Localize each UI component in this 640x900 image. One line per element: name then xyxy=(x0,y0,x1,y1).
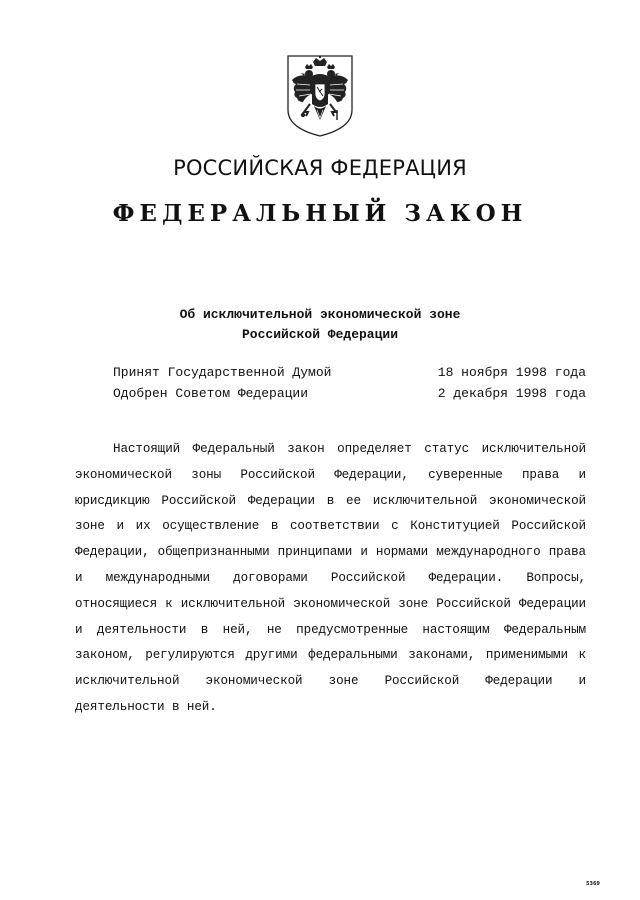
law-title xyxy=(0,305,640,345)
russian-coat-of-arms-icon xyxy=(286,54,354,138)
adoption-label: Одобрен Советом Федерации xyxy=(113,386,309,401)
document-type-heading: ФЕДЕРАЛЬНЫЙ ЗАКОН xyxy=(112,200,528,227)
country-heading: РОССИЙСКАЯ ФЕДЕРАЦИЯ xyxy=(173,156,467,180)
adoption-date: 18 ноября 1998 года xyxy=(437,365,586,380)
adoption-row-duma xyxy=(113,362,586,383)
adoption-date: 2 декабря 1998 года xyxy=(437,386,586,401)
page-number: 5369 xyxy=(586,881,600,887)
adoption-block xyxy=(113,362,586,404)
law-title-line-2: Российской Федерации xyxy=(241,327,399,342)
adoption-row-council xyxy=(113,383,586,404)
body-paragraph: Настоящий Федеральный закон определяет статус исключительной экономической зоны Российской Федерации, суверенные права и юрисдикцию Российской Федерации в ее исключительной экономической зоне и их осуществление в соответствии с Конституцией Российской Федерации, общепризнанными принципами и нормами международного права и международными договорами Российской Федерации. Вопросы, относящиеся к исключительной экономической зоне Российской Федерации и деятельности в ней, не предусмотренные настоящим Федеральным законом, регулируются другими федеральными законами, применимыми к исключительной экономической зоне Российской Федерации и деятельности в ней. xyxy=(75,442,586,714)
law-title-line-1: Об исключительной экономической зоне xyxy=(179,307,461,322)
adoption-label: Принят Государственной Думой xyxy=(113,365,332,380)
